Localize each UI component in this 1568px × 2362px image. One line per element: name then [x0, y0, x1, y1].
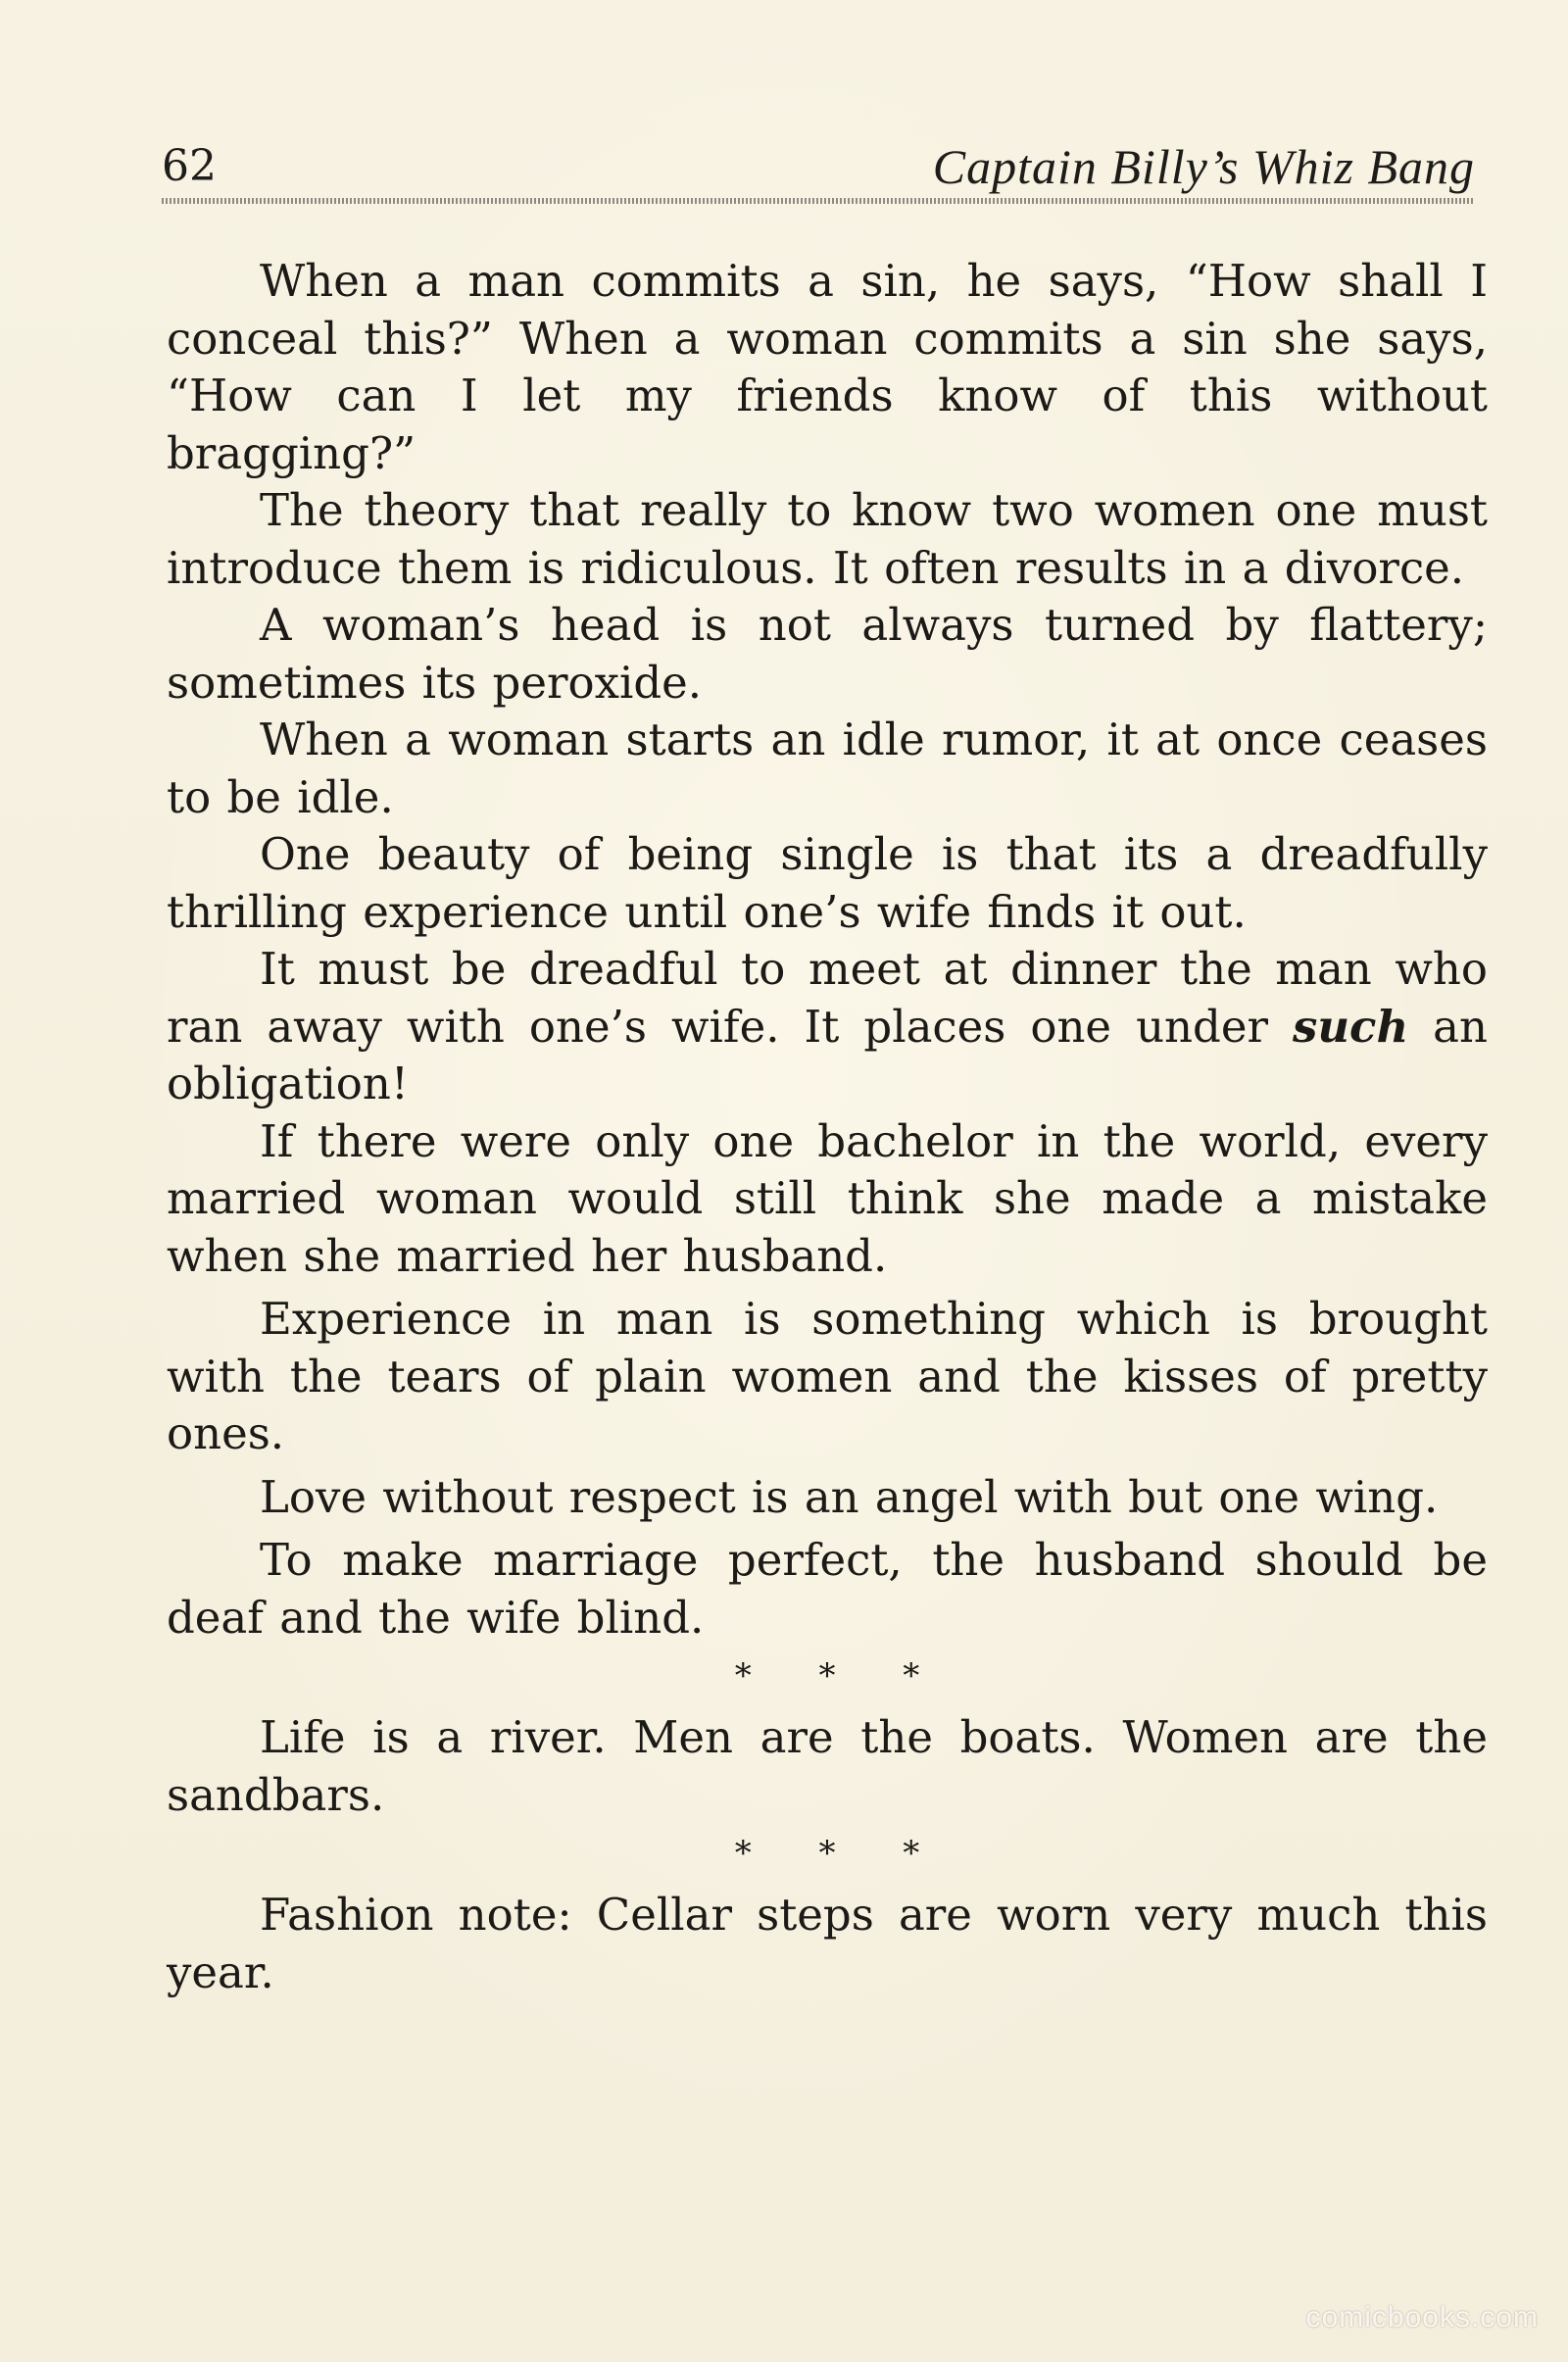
paragraph-love: Love without respect is an angel with but one wing.: [260, 1470, 1439, 1523]
page-body: [167, 253, 1488, 2001]
paragraph-dinner-emphasis: such: [1293, 1000, 1409, 1053]
paragraph-dinner: [167, 941, 1488, 1113]
watermark: comicbooks.com: [1305, 2301, 1539, 2334]
paragraph-single: One beauty of being single is that its a dreadfully thrilling experience until one’s wife finds it out.: [167, 828, 1488, 938]
paragraph-fashion: Fashion note: Cellar steps are worn very much this year.: [167, 1889, 1488, 1998]
paragraph-river: Life is a river. Men are the boats. Women are the sandbars.: [167, 1711, 1488, 1821]
paragraph-sin: When a man commits a sin, he says, “How shall I conceal this?” When a woman commits a sin she says, “How can I let my friends know of this without bragging?”: [167, 255, 1488, 479]
paragraph-dinner-before: It must be dreadful to meet at dinner the man who ran away with one’s wife. It places one under: [167, 943, 1488, 1053]
paragraph-dinner-after: an obligation!: [167, 1000, 1488, 1109]
paragraph-rumor: When a woman starts an idle rumor, it at once ceases to be idle.: [167, 714, 1488, 823]
paragraph-theory: The theory that really to know two women one must introduce them is ridiculous. It often results in a divorce.: [167, 484, 1488, 594]
paragraph-flattery: A woman’s head is not always turned by flattery; sometimes its peroxide.: [167, 599, 1488, 709]
separator-asterisks: * * *: [734, 1656, 948, 1696]
running-title: Captain Billy’s Whiz Bang: [932, 139, 1475, 194]
header-rule: [162, 198, 1475, 204]
page-header: [162, 137, 1475, 196]
paragraph-experience: Experience in man is something which is brought with the tears of plain women and the kisses of pretty ones.: [167, 1293, 1488, 1459]
page-number: 62: [162, 141, 217, 191]
paragraph-bachelor: If there were only one bachelor in the world, every married woman would still think she made a mistake when she married her husband.: [167, 1114, 1488, 1282]
paragraph-marriage: To make marriage perfect, the husband should be deaf and the wife blind.: [167, 1534, 1488, 1644]
separator-asterisks: * * *: [734, 1834, 948, 1873]
